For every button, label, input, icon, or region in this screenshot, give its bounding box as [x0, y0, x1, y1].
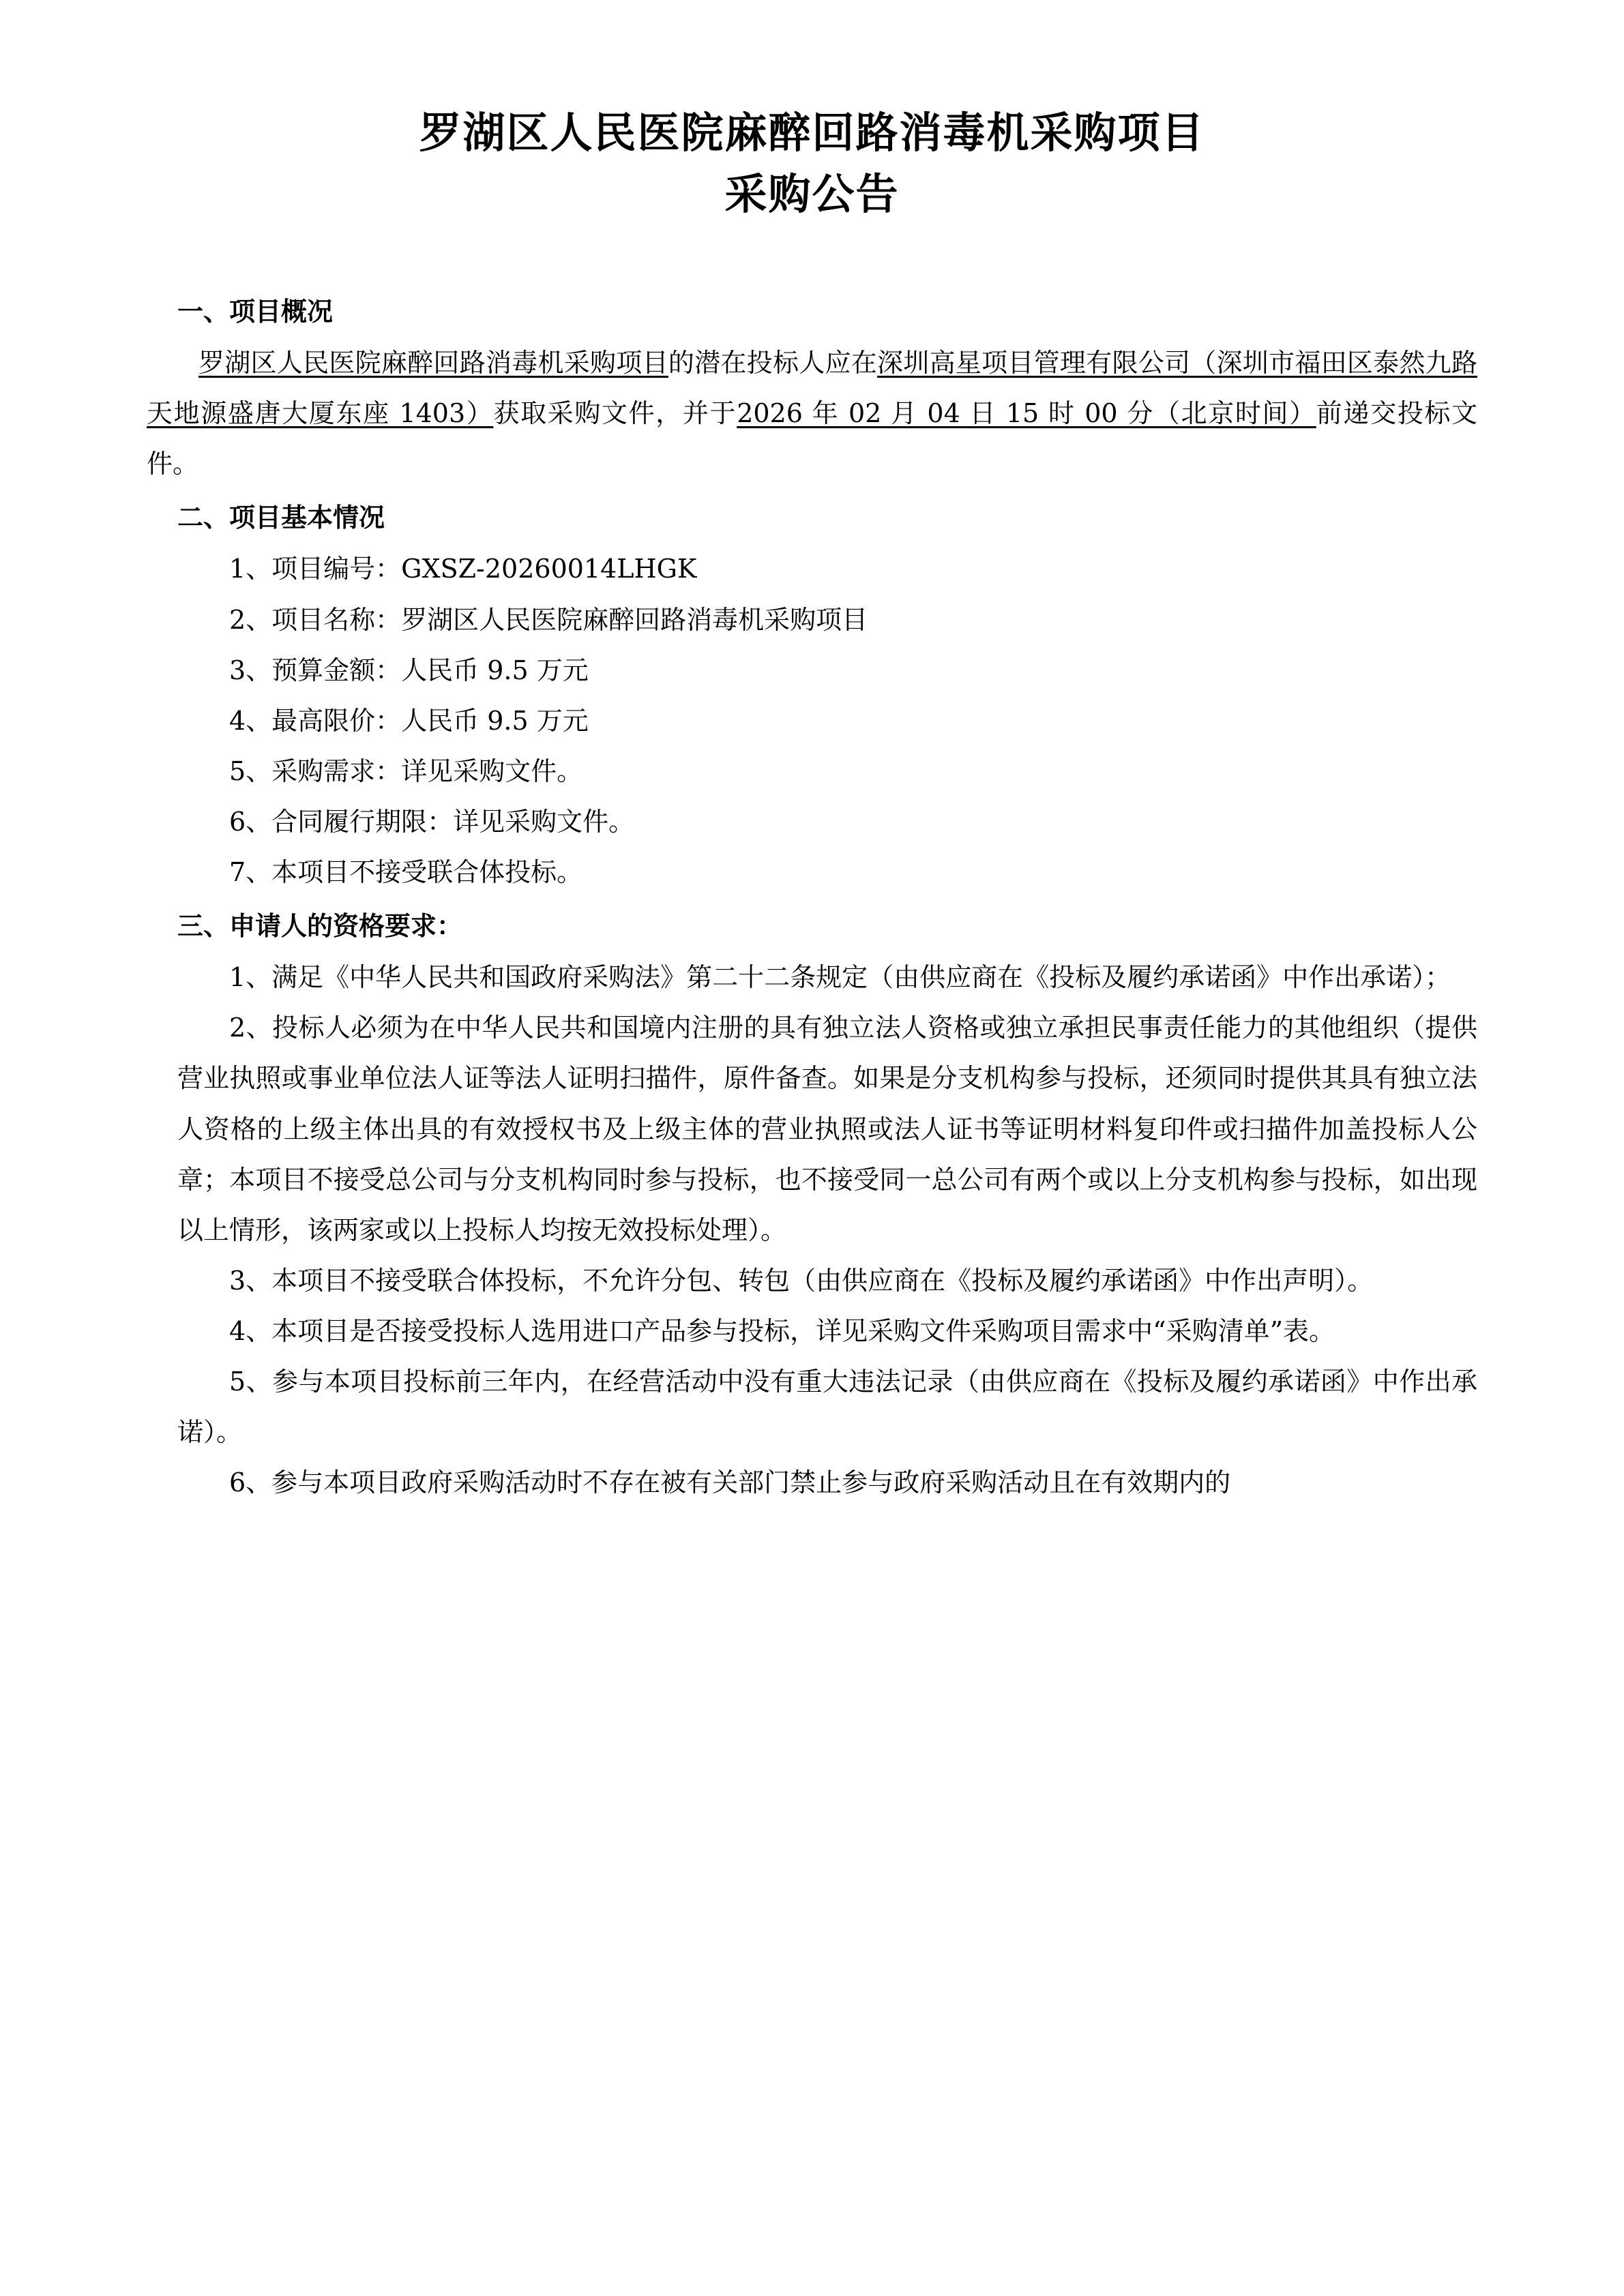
list-item: 3、预算金额：人民币 9.5 万元	[229, 655, 589, 685]
list-item: 3、本项目不接受联合体投标，不允许分包、转包（由供应商在《投标及履约承诺函》中作出声明）。	[229, 1265, 1374, 1296]
overview-paragraph	[147, 338, 1477, 489]
list-item: 5、参与本项目投标前三年内，在经营活动中没有重大违法记录（由供应商在《投标及履约承诺函》中作出承诺）。	[177, 1367, 1477, 1448]
overview-deadline: 2026 年 02 月 04 日 15 时 00 分（北京时间）	[737, 398, 1316, 429]
overview-text-b: 的潜在投标人应在	[668, 347, 878, 378]
page-title	[147, 102, 1477, 225]
list-item: 4、最高限价：人民币 9.5 万元	[229, 705, 589, 736]
section-heading-basic-info: 二、项目基本情况	[177, 502, 385, 533]
title-line-2: 采购公告	[724, 168, 900, 219]
title-line-1: 罗湖区人民医院麻醉回路消毒机采购项目	[419, 108, 1205, 158]
overview-text-c: 获取采购文件，并于	[493, 398, 737, 429]
overview-project-name: 罗湖区人民医院麻醉回路消毒机采购项目	[198, 347, 668, 378]
section-heading-overview: 一、项目概况	[177, 295, 334, 327]
list-item: 2、项目名称：罗湖区人民医院麻醉回路消毒机采购项目	[229, 604, 868, 635]
list-item: 4、本项目是否接受投标人选用进口产品参与投标，详见采购文件采购项目需求中“采购清单”表。	[229, 1315, 1335, 1346]
list-item: 1、满足《中华人民共和国政府采购法》第二十二条规定（由供应商在《投标及履约承诺函》中作出承诺）；	[229, 962, 1451, 993]
list-item: 6、参与本项目政府采购活动时不存在被有关部门禁止参与政府采购活动且在有效期内的	[229, 1467, 1231, 1498]
list-item: 6、合同履行期限：详见采购文件。	[229, 806, 635, 837]
overview-agency: 深圳高星项目管理有限公司（深圳市福田区泰然九路天地源盛唐大厦东座 1403）	[147, 347, 1477, 429]
list-item: 2、投标人必须为在中华人民共和国境内注册的具有独立法人资格或独立承担民事责任能力的其他组织（提供营业执照或事业单位法人证等法人证明扫描件，原件备查。如果是分支机构参与投标，还须同时提供其具有独立法人资格的上级主体出具的有效授权书及上级主体的营业执照或法人证书等证明材料复印件或扫描件加盖投标人公章；本项目不接受总公司与分支机构同时参与投标，也不接受同一总公司有两个或以上分支机构参与投标，如出现以上情形，该两家或以上投标人均按无效投标处理）。	[177, 1013, 1477, 1245]
title-spacer	[147, 232, 1477, 283]
section-heading-qualifications: 三、申请人的资格要求：	[177, 910, 463, 942]
overview-text-d: 前递交投标文件。	[147, 398, 1477, 479]
list-item: 5、采购需求：详见采购文件。	[229, 756, 583, 786]
list-item: 7、本项目不接受联合体投标。	[229, 857, 583, 887]
list-item: 1、项目编号：GXSZ-20260014LHGK	[229, 554, 697, 584]
